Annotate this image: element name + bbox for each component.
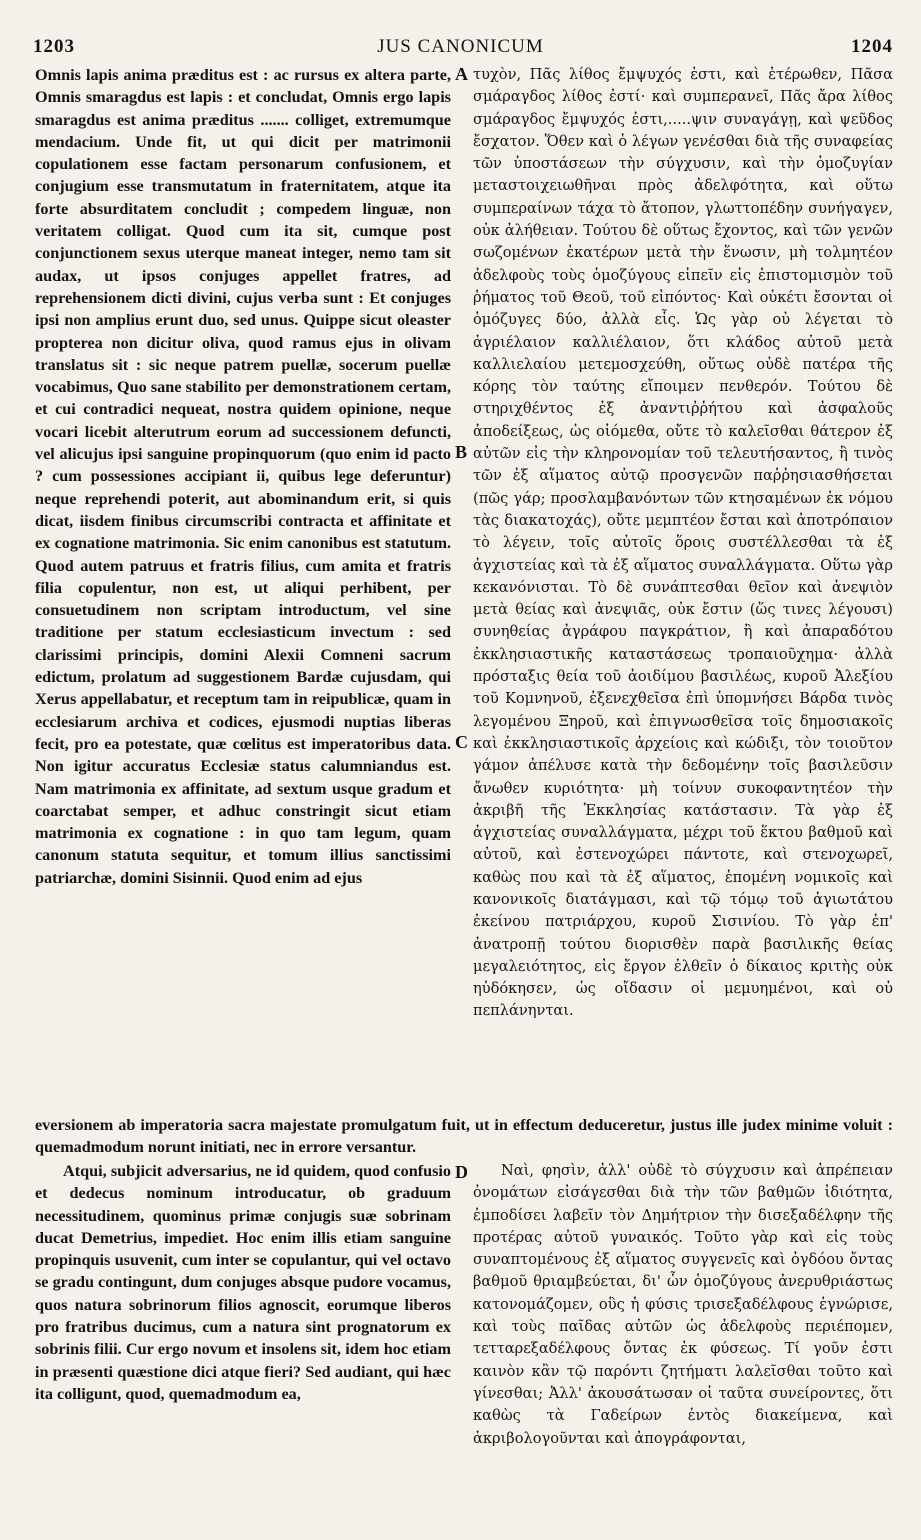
page-header (0, 30, 921, 66)
latin-paragraph-bottom: Atqui, subjicit adversarius, ne id quidem, quod confusio et dedecus nominum introducatur, ob graduum necessitudinem, quominus primæ conjugis suæ sobrinam ducat Demetrius, impediet. Hoc enim illis etiam sanguine propinquis usuvenit, cum inter se copulantur, qui vel octavo se gradu contingunt, dum conjuges absque pudore vocamus, quos natura sobrinorum filios agnoscit, eorumque liberos pro fratribus ducimus, cum a natura sint prognatorum ex sobrinis filii. Cur ergo novum et insolens sit, idem hoc etiam in præsenti quæstione dici atque fieri? Sed audiant, qui hæc ita colligunt, quod, quemadmodum ea, (35, 1162, 451, 1403)
running-title: JUS CANONICUM (377, 36, 544, 57)
latin-column-top (35, 64, 451, 889)
latin-column-bottom (35, 1160, 451, 1405)
margin-marker-b: B (455, 442, 468, 462)
greek-column-top (473, 64, 893, 1023)
greek-paragraph: τυχὸν, Πᾶς λίθος ἔμψυχός ἐστι, καὶ ἑτέρωθεν, Πᾶσα σμάραγδος λίθος ἐστί· καὶ συμπερανεῖ, Πᾶς ἄρα λίθος σμάραγδος ἔμψυχός ἐστι,.....ψιν συναγάγῃ, καὶ ψεῦδος ἔσχατον. Ὅθεν καὶ ὁ λέγων γενέσθαι διὰ τῆς συναφείας τῶν ὑποστάσεων τὴν σύγχυσιν, καὶ τὴν ὁμοζυγίαν μεταστοιχειωθῆναι πρὸς ἀδελφότητα, καὶ οὕτω συμπεραίνων τάχα τὸ ἄτοπον, γλωττοπέδην συνήγαγεν, οὐκ ἀλήθειαν. Τούτου δὲ οὕτως ἔχοντος, καὶ τῶν γενῶν σωζομένων ἑκατέρων μετὰ τὴν ἕνωσιν, μὴ τολμητέον ἀδελφοὺς τοὺς ὁμοζύγους εἰπεῖν εἰς ἐπιστομισμὸν τοῦ ῥήματος τοῦ Θεοῦ, τοῦ εἰπόντος· Καὶ οὐκέτι ἔσονται οἱ ὁμόζυγες δύο, ἀλλὰ εἷς. Ὡς γὰρ οὐ λέγεται τὸ ἀγριέλαιον καλλιέλαιον, ὅτι κλάδος αὐτοῦ μετὰ καλλιελαίου μετεμοσχεύθη, οὕτως οὐδὲ πατέρα τῆς κόρης τὸν ταύτης εἴποιμεν πενθερόν. Τούτου δὲ στηριχθέντος ἐξ ἀναντιῤῥήτου καὶ ἀσφαλοῦς ἀποδείξεως, ὡς οἰόμεθα, οὔτε τὸ καλεῖσθαι θάτερον ἐξ αὐτῶν εἰς τὴν κληρονομίαν τοῦ τελευτήσαντος, ἢ τινὸς τῶν ἐξ αἵματος αὐτῷ προσγενῶν παῤῥησιασθήσεται (πῶς γάρ; προσλαμβανόντων τῶν κτησαμένων ἐκ νόμου τὰς διακατοχάς), οὔτε μεμπτέον ἔσται καὶ ἀποτρόπαιον τὸ λέγειν, τοῖς αὐτοῖς ὅροις συστέλλεσθαι τὰ ἐξ ἀγχιστείας καὶ τὰ ἐξ αἵματος συναλλάγματα. Οὕτω γὰρ κεκανόνισται. Τὸ δὲ συνάπτεσθαι θεῖον καὶ ἀνεψιὸν μετὰ θείας καὶ ἀνεψιᾶς, οὐκ ἔστιν (ὥς τινες λέγουσι) συνηθείας ἀγράφου παγκράτιον, ἢ καὶ ἀπαραδότου ἐκκλησιαστικῆς καταστάσεως τροπαιοῦχημα· ἀλλὰ πρόσταξις θεία τοῦ ἀοιδίμου βασιλέως, κυροῦ Ἀλεξίου τοῦ Κομνηνοῦ, ἐξενεχθεῖσα ἐπὶ ὑπομνήσει Βάρδα τινὸς λεγομένου Ξηροῦ, καὶ ἐπιγνωσθεῖσα τοῖς δημοσιακοῖς καὶ ἐκκλησιαστικοῖς ἀρχείοις καὶ κώδιξι, τὸν τοιοῦτον γάμον ἀπέλυσε κατὰ τὴν δεδομένην τοῖς βασιλεῦσιν ἄνωθεν κυριότητα· μὴ τοίνυν συκοφαντητέον τὴν ἀκριβῆ τῆς Ἐκκλησίας κατάστασιν. Τὰ γὰρ ἐξ ἀγχιστείας συναλλάγματα, μέχρι τοῦ ἕκτου βαθμοῦ καὶ αὐτοῦ, καὶ ἐστενοχώρει πάντοτε, καὶ στενοχωρεῖ, καθὼς που καὶ τὰ ἐξ αἵματος, ἑπομένη νομικοῖς καὶ κανονικοῖς διατάγμασι, καὶ τῷ τόμῳ τοῦ ἁγιωτάτου ἐκείνου πατριάρχου, κυροῦ Σισινίου. Τὸ γὰρ ἐπ' ἀνατροπῇ τούτου διορισθὲν παρὰ βασιλικῆς θείας μεγαλειότητος, εἰς ἔργον ἐλθεῖν ὁ δίκαιος κριτὴς οὐκ ηὐδόκησεν, ὡς οἴδασιν οἱ μεμυημένοι, καὶ οὐ πεπλάνηνται. (473, 66, 893, 1020)
page-number-left: 1203 (33, 36, 75, 57)
margin-marker-a: A (455, 64, 468, 84)
margin-marker-d: D (455, 1162, 468, 1182)
latin-paragraph: Omnis lapis anima præditus est : ac rursus ex altera parte, Omnis smaragdus est lapis : et concludat, Omnis ergo lapis smaragdus est anima præditus ....... colliget, extremumque mendacium. Unde fit, ut qui dicit per matrimonii copulationem esse factam personarum confusionem, et conjugium esse transmutatum in fraternitatem, atque ita forte absurditatem concludit ; compedem linguæ, non veritatem colligat. Quod cum ita sit, cumque post conjunctionem sexus uterque maneat integer, nemo tam sit audax, ut ipsos conjuges appellet fratres, ad reprehensionem dicti divini, cujus verba sunt : Et conjuges ipsi non amplius erunt duo, sed unus. Quippe sicut oleaster propterea non dicitur oliva, quod ramus ejus in olivam translatus sit : sic neque patrem puellæ, socerum puellæ vocabimus, Quo sane stabilito per demonstrationem certam, et cui contradici nequeat, nostra quidem opinione, neque vocari licebit alterutrum eorum ad successionem defuncti, vel alicujus ipsi sanguine propinquorum (quo enim id pacto ? cum possessiones accipiant ii, quibus lege deferuntur) neque reprehendi poterit, aut abominandum erit, si quis dicat, iisdem finibus circumscribi contracta et affinitate et ex cognatione matrimonia. Sic enim canonibus est statutum. Quod autem patruus et fratris filius, cum amita et fratris filia copulentur, non est, ut aliqui perhibent, per consuetudinem non scriptam introductum, vel sine traditione per statum ecclesiasticum invectum : sed clarissimi principis, domini Alexii Comneni sacrum edictum, prolatum ad suggestionem Bardæ cujusdam, qui Xerus appellabatur, et receptum tam in reipublicæ, quam in ecclesiarum archiva et codices, ejusmodi nuptias liberas fecit, pro ea potestate, quæ cœlitus est imperatoribus data. Non igitur accuratus Ecclesiæ status calumniandus est. Nam matrimonia ex affinitate, ad sextum usque gradum et coarctabat semper, et adhuc constringit sicut etiam matrimonia ex cognatione : in quo tam legum, quam canonum statuta sequitur, et tomum illius sanctissimi patriarchæ, domini Sisinnii. Quod enim ad ejus (35, 66, 451, 887)
greek-paragraph-bottom: Ναὶ, φησὶν, ἀλλ' οὐδὲ τὸ σύγχυσιν καὶ ἀπρέπειαν ὀνομάτων εἰσάγεσθαι διὰ τὴν τῶν βαθμῶν ἰδιότητα, ἐμποδίσει λαβεῖν τὸν Δημήτριον τὴν δισεξαδέλφην τῆς προτέρας αὐτοῦ γυναικός. Τοῦτο γὰρ καὶ εἰς τοὺς συναπτομένους ἐξ αἵματος συγγενεῖς καὶ ὀγδόου ὄντας βαθμοῦ θριαμβεύεται, δι' ὧν ὁμοζύγους ἀνερυθριάστως κατονομάζομεν, οὓς ἡ φύσις τρισεξαδέλφους ἐγνώρισε, καὶ τοὺς παῖδας αὐτῶν ὡς ἀδελφοὺς περιέπομεν, τετταρεξαδέλφους ὄντας ἐκ φύσεως. Τί γοῦν ἐστι καινὸν κἂν τῷ παρόντι ζητήματι λαλεῖσθαι τοῦτο καὶ γίνεσθαι; Ἀλλ' ἀκουσάτωσαν οἱ ταῦτα συνείροντες, ὅτι καθὼς τὰ Γαδείρων ἐντὸς διακείμενα, καὶ ἀκριβολογοῦνται καὶ ἀπογράφονται, (473, 1162, 893, 1447)
latin-spanning-lines (35, 1114, 893, 1159)
latin-span-paragraph: eversionem ab imperatoria sacra majestate promulgatum fuit, ut in effectum deduceretur, justus ille judex minime voluit : quemadmodum norunt initiati, nec in errore versantur. (35, 1116, 893, 1157)
margin-marker-c: C (455, 732, 468, 752)
page-number-right: 1204 (851, 36, 893, 57)
greek-column-bottom (473, 1160, 893, 1450)
